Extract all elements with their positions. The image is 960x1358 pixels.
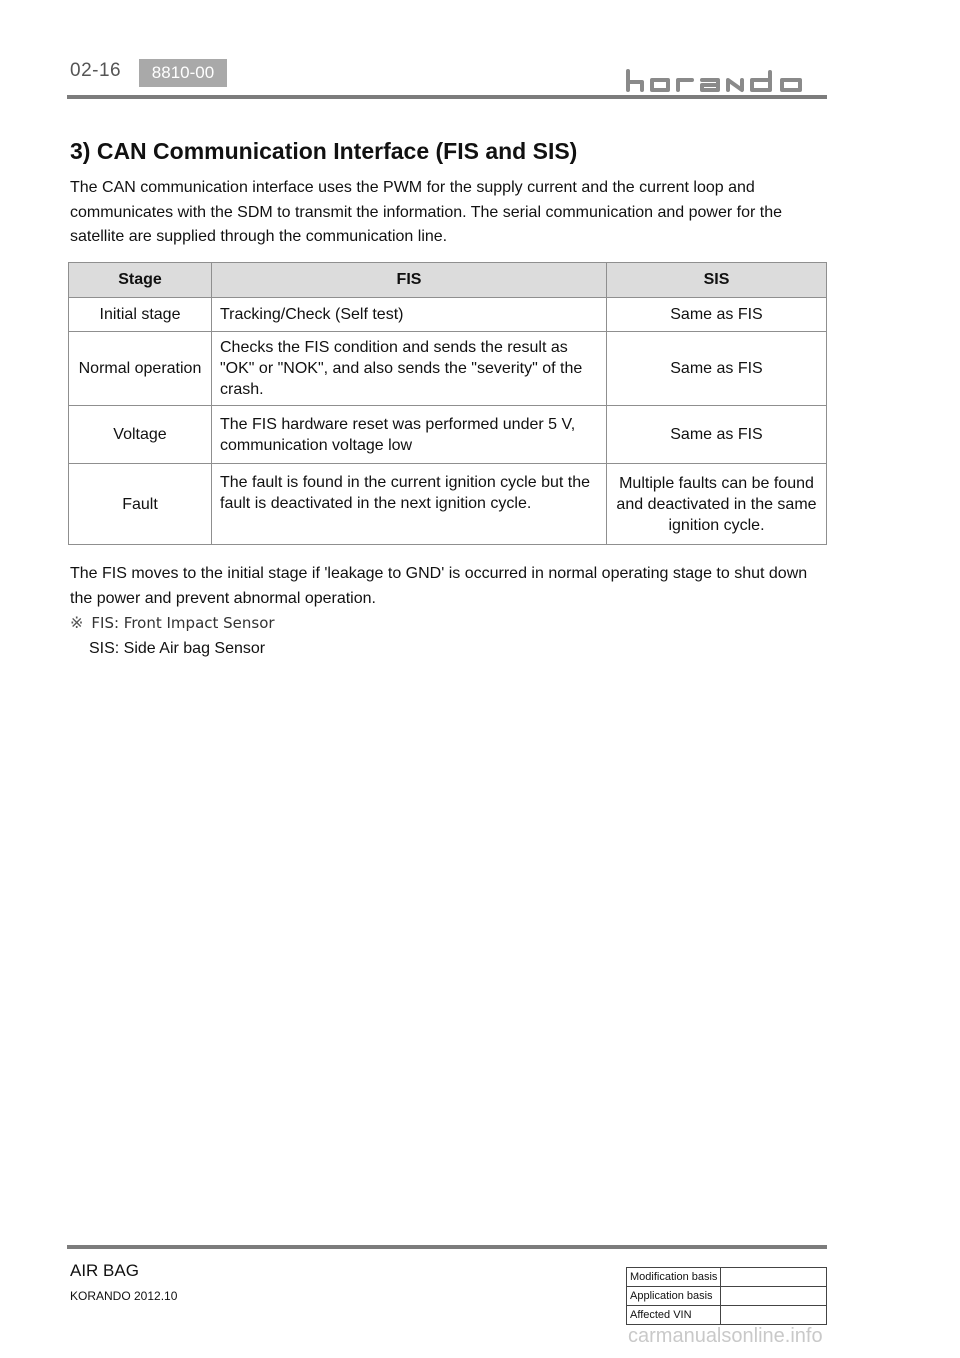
table-row: [69, 406, 827, 464]
table-row: [69, 298, 827, 332]
col-header-fis: FIS: [212, 263, 607, 298]
footer-section-name: AIR BAG: [70, 1261, 139, 1280]
modification-basis-label: Modification basis: [627, 1268, 721, 1287]
fis-cell: The fault is found in the current ignition cycle but the fault is deactivated in the next ignition cycle.: [212, 464, 607, 545]
stage-cell: Initial stage: [69, 298, 212, 332]
table-row: [627, 1306, 827, 1325]
table-header-row: [69, 263, 827, 298]
affected-vin-value: [721, 1306, 827, 1325]
note-fis: FIS: Front Impact Sensor: [91, 614, 275, 632]
affected-vin-label: Affected VIN: [627, 1306, 721, 1325]
outro-paragraph: The FIS moves to the initial stage if 'leakage to GND' is occurred in normal operating stage to shut down the power and prevent abnormal operation.: [70, 565, 808, 607]
footer-rule: [67, 1245, 827, 1249]
sis-cell: Same as FIS: [607, 406, 827, 464]
table-row: [69, 464, 827, 545]
intro-paragraph: The CAN communication interface uses the PWM for the supply current and the current loop and communicates with the SDM to transmit the information. The serial communication and power for the satellite are supplied through the communication line.: [70, 179, 783, 245]
footer-model-date: KORANDO 2012.10: [70, 1289, 178, 1303]
modification-basis-value: [721, 1268, 827, 1287]
application-basis-value: [721, 1287, 827, 1306]
stage-table: [68, 262, 827, 545]
abbreviation-notes: [70, 611, 275, 661]
fis-cell: Checks the FIS condition and sends the result as "OK" or "NOK", and also sends the "severity" of the crash.: [212, 332, 607, 406]
modification-table: [626, 1267, 827, 1325]
sis-cell: Same as FIS: [607, 298, 827, 332]
stage-cell: Voltage: [69, 406, 212, 464]
note-sis: SIS: Side Air bag Sensor: [89, 640, 266, 657]
col-header-stage: Stage: [69, 263, 212, 298]
fis-cell: Tracking/Check (Self test): [212, 298, 607, 332]
stage-cell: Fault: [69, 464, 212, 545]
sis-cell: Multiple faults can be found and deactivated in the same ignition cycle.: [607, 464, 827, 545]
section-title: 3) CAN Communication Interface (FIS and SIS): [70, 138, 578, 164]
table-row: [627, 1287, 827, 1306]
col-header-sis: SIS: [607, 263, 827, 298]
stage-cell: Normal operation: [69, 332, 212, 406]
fis-cell: The FIS hardware reset was performed under 5 V, communication voltage low: [212, 406, 607, 464]
sis-cell: Same as FIS: [607, 332, 827, 406]
section-code-badge: 8810-00: [139, 59, 227, 87]
note-mark: ※: [70, 615, 84, 632]
application-basis-label: Application basis: [627, 1287, 721, 1306]
header-rule: [67, 95, 827, 99]
watermark: carmanualsonline.info: [628, 1325, 823, 1347]
page-number: 02-16: [70, 60, 122, 81]
korando-logo: [624, 68, 828, 94]
table-row: [627, 1268, 827, 1287]
table-row: [69, 332, 827, 406]
